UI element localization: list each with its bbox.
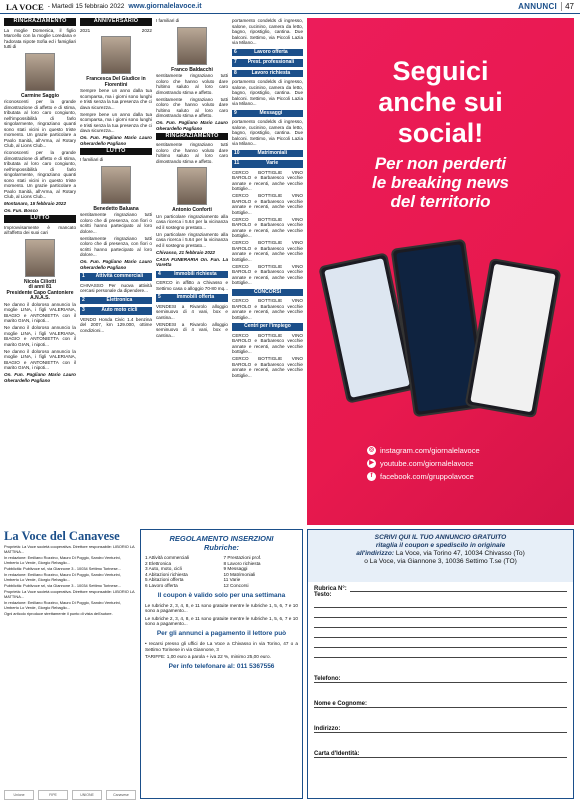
banner: LUTTO bbox=[80, 148, 152, 156]
issue-date: - Martedì 15 febbraio 2022 bbox=[47, 3, 125, 10]
testo-line[interactable] bbox=[314, 628, 567, 638]
masthead-text: In redazione: Emiliano Rozzino, Mauro Di Poggio, Sandro Venturini, Umberto Lo Verde, Giorgio Rebaglio... bbox=[4, 554, 121, 565]
category-header: 4 Immobili richiesta bbox=[156, 271, 228, 279]
obituary-column-2 bbox=[80, 18, 152, 526]
site-url[interactable]: www.giornalelavoce.it bbox=[128, 3, 202, 10]
agency: On. Fun. Pagliano Mario Lauro Gherardello Pagliano bbox=[80, 259, 152, 270]
banner: ANNIVERSARIO bbox=[80, 18, 152, 26]
testo-line[interactable] bbox=[314, 598, 567, 608]
ad-text: CERCO BOTTIGLIE VINO BAROLO e Barbaresco vecchie annate e recenti, anche vecchie bottiglie... bbox=[232, 169, 303, 191]
portrait-photo bbox=[101, 166, 131, 204]
ad-text: VENDESI a Rivarolo alloggio seminuovo di 4 vani, box e cantina... bbox=[156, 303, 228, 320]
page-header bbox=[0, 0, 580, 14]
facebook-link[interactable]: f facebook.com/gruppolavoce bbox=[367, 470, 480, 483]
ad-text: CERCO BOTTIGLIE VINO BAROLO e Barbaresco vecchie annate e recenti, anche vecchie bottiglie... bbox=[232, 298, 303, 320]
rubrica-field[interactable]: Rubrica N°: bbox=[314, 586, 567, 592]
masthead-text: Pubblicità: Publivoce srl, via Giannone 3 - 10034 Settimo Torinese... bbox=[4, 582, 121, 588]
ad-subheadline: Per non perderti le breaking news del territorio bbox=[372, 154, 509, 211]
body-text: Un particolare ringraziamento alla casa ricerca i 5.64 per la vicinanza ed il sostegno prestato... bbox=[156, 213, 228, 230]
ad-text: portamento condelds di ingresso, salone, cucinino, camera da letto, bagno, ripostiglio, cantina. Due balconi. Settimo, via Piccoli Lazia via Milano... bbox=[232, 18, 303, 45]
ad-text: CERCO BOTTIGLIE VINO BAROLO e Barbaresco vecchie annate e recenti, anche vecchie bottiglie... bbox=[232, 193, 303, 215]
partner-logo: UNIONE bbox=[72, 790, 102, 800]
ad-text: CERCO BOTTIGLIE VINO BAROLO e Barbaresco vecchie annate e recenti, anche vecchie bottiglie... bbox=[232, 216, 303, 238]
body-text: sentitamente ringraziano tutti coloro che hanno voluto dare l'ultimo saluto al loro caro dimostrando stima e affetto. bbox=[156, 73, 228, 95]
regulations-subtitle: Rubriche: bbox=[203, 543, 239, 552]
masthead-info bbox=[4, 529, 136, 799]
coupon-validity: Il coupon è valido solo per una settimana bbox=[157, 591, 286, 599]
intro-text: I familiari di bbox=[156, 18, 180, 23]
testo-label: Testo: bbox=[314, 592, 332, 598]
ad-headline: Seguici anche sui social! bbox=[378, 56, 503, 148]
deceased-role: Presidente Capo Cantoniere A.N.A.S. bbox=[6, 289, 74, 301]
portrait-photo bbox=[25, 53, 55, 91]
ad-text: CHIVASSO Per nuova attività cercasi personale da dipendere... bbox=[80, 282, 152, 293]
testo-line[interactable] bbox=[314, 648, 567, 658]
masthead-text: Ogni articolo riproduce strettamente il punto di vista dell'autore. bbox=[4, 610, 113, 616]
deceased-name: Antonio Conforti bbox=[172, 207, 212, 213]
agency: On. Fun. Pagliano Mario Lauro Gherardello Pagliano bbox=[80, 135, 152, 146]
classifieds-column bbox=[232, 18, 303, 526]
body-text: Ne danno il doloroso annuncio la moglie LINA, i figli VALERIANA, BIAGIO e ANTONIETTA con il marito GIAN, i nipoti... bbox=[4, 325, 76, 347]
deceased-name: Franco Baldacchi bbox=[171, 66, 213, 73]
deceased-name: Benedetto Baluana bbox=[93, 205, 139, 212]
body-text: Sempre bene un anno dalla tua scomparsa, ma i giorni sono lunghi e tristi senza la tua presenza che ci dava sicurezza... bbox=[80, 88, 152, 110]
obituary-column-1 bbox=[4, 18, 76, 526]
masthead-text: Proprietà: La Voce società cooperativa. Direttore responsabile: LIBORIO LA MATTINA... bbox=[4, 589, 135, 599]
regulation-text: Le rubriche 2, 3, 4, 8, e 11 sono gratuite mentre le rubriche 1, 5, 6, 7 e 10 sono a pagamento... bbox=[145, 615, 298, 627]
place-date: Montanaro, 15 febbraio 2022 bbox=[4, 201, 67, 206]
category-header: 9 Messaggi bbox=[232, 110, 303, 118]
testo-line[interactable] bbox=[314, 638, 567, 648]
ad-text: CERCO BOTTIGLIE VINO BAROLO e Barbaresco vecchie annate e recenti, anche vecchie bottiglie... bbox=[232, 332, 303, 354]
masthead-text: Proprietà: La Voce società cooperativa. Direttore responsabile: LIBORIO LA MATTINA... bbox=[4, 544, 135, 554]
paid-ads-heading: Per gli annunci a pagamento il lettore può bbox=[156, 629, 287, 637]
category-header: 2 Elettronica bbox=[80, 297, 152, 305]
instagram-link[interactable]: ◎ instagram.com/giornalelavoce bbox=[368, 446, 480, 455]
portrait-photo bbox=[25, 239, 55, 277]
testo-line[interactable] bbox=[314, 618, 567, 628]
ad-text: portamento condelds di ingresso, salone, cucinino, camera da letto, bagno, ripostiglio, cantina. Due balconi. Settimo, via Piccoli Lazia via Milano... bbox=[232, 79, 303, 106]
portrait-photo bbox=[177, 27, 207, 65]
masthead-text: In redazione: Emiliano Rozzino, Mauro Di Poggio, Sandro Venturini, Umberto Lo Verde, Giorgio Rebaglio... bbox=[4, 600, 121, 610]
indirizzo-field[interactable]: Indirizzo: bbox=[314, 711, 567, 733]
social-links bbox=[367, 444, 480, 483]
year-start: 2021 bbox=[80, 27, 91, 33]
intro-text: La moglie Domenica, il figlio Marcello con la moglie Loredana e l'adorata nipote Sofia ed i famigliari tutti di bbox=[4, 27, 76, 49]
intro-text: I familiari di bbox=[80, 157, 104, 162]
body-text: sentitamente ringraziano tutti coloro che di presenza, con fiori o scritti hanno partecipato al loro dolore... bbox=[80, 235, 152, 257]
partner-logos bbox=[4, 789, 136, 801]
body-text: Un particolare ringraziamento alla casa ricerca i 5.64 per la vicinanza ed il sostegno prestato... bbox=[156, 231, 228, 248]
facebook-icon: f bbox=[367, 472, 376, 481]
agency: On. Fun. Pagliano Mario Lauro Gherardello Pagliano bbox=[4, 372, 76, 383]
info-phone: Per info telefonare al: 011 5367556 bbox=[168, 662, 275, 670]
ad-text: CERCO BOTTIGLIE VINO BAROLO e Barbaresco vecchie annate e recenti, anche vecchie bottiglie... bbox=[232, 240, 303, 262]
body-text: Sempre bene un anno dalla tua scomparsa, ma i giorni sono lunghi e tristi senza la tua presenza che ci dava sicurezza... bbox=[80, 111, 152, 133]
masthead-text: In redazione: Emiliano Rozzino, Mauro Di Poggio, Sandro Venturini, Umberto Lo Verde, Giorgio Rebaglio... bbox=[4, 572, 121, 582]
regulation-text: TARIFFE: 1,00 euro a parola + iva 22 %, minimo 25,00 euro. bbox=[145, 654, 271, 660]
testo-line[interactable] bbox=[314, 608, 567, 618]
rubrics-list: 1 Attività commerciali 2 Elettronica 3 Auto, moto, cicli 4 Abitazioni richiesta 5 Abitazioni offerta 6 Lavoro offerta 7 Prestazioni prof. 8 Lavoro richiesta 9 Messaggi 10 Matrimoniali 11 Varie 12 Concorsi bbox=[145, 555, 262, 588]
instagram-icon: ◎ bbox=[368, 447, 375, 453]
phone-mockup bbox=[465, 258, 562, 418]
deceased-name: Nicola Ciliotti bbox=[24, 278, 56, 285]
masthead-text: Pubblicità: Publivoce srl, via Giannone 3 - 10034 Settimo Torinese... bbox=[4, 565, 121, 571]
category-header: Centri per l'impiego bbox=[232, 323, 303, 331]
ad-regulations-box bbox=[140, 529, 303, 799]
body-text: sentitamente ringraziano tutti coloro che hanno voluto dare l'ultimo saluto al loro caro dimostrando stima e affetto. bbox=[156, 96, 228, 118]
agency: CASA FUNERARIA On. Fun. La Varetta bbox=[156, 256, 228, 267]
ad-text: CERCO BOTTIGLIE VINO BAROLO e Barbaresco vecchie annate e recenti, anche vecchie bottiglie... bbox=[232, 356, 303, 378]
banner: LUTTO bbox=[4, 215, 76, 223]
year-end: 2022 bbox=[141, 27, 152, 33]
body-text: Ne danno il doloroso annuncio la moglie LINA, i figli VALERIANA, BIAGIO e ANTONIETTA con il marito GIAN, i nipoti... bbox=[4, 301, 76, 323]
category-header: 7 Prest. professionali bbox=[232, 59, 303, 67]
regulation-text: • recarsi presso gli uffici de La Voce a Chivasso in via Torino, 47 o a Settimo Torinese in via Giannone, 3 bbox=[145, 640, 298, 652]
partner-logo: Canavese bbox=[106, 790, 136, 800]
coupon-fields bbox=[308, 582, 573, 762]
body-text: sentitamente ringraziano tutti coloro che hanno voluto dare l'ultimo saluto al loro caro dimostrando stima e affetto. bbox=[156, 142, 228, 164]
regulations-title: REGOLAMENTO INSERZIONI bbox=[169, 534, 274, 543]
portrait-photo bbox=[101, 36, 131, 74]
deceased-name: Francesca Del Giudice in Fiorentini bbox=[86, 76, 146, 88]
coupon-header: SCRIVI QUI IL TUO ANNUNCIO GRATUITO ritaglia il coupon e spediscilo in originale all'indirizzo: La Voce, via Torino 47, 10034 Chivasso (To) o La Voce, via Giannone 3, 10036 Settimo T.se (TO) bbox=[308, 530, 573, 582]
masthead-title: La Voce del Canavese bbox=[4, 529, 120, 543]
category-header: 1 Attività commerciali bbox=[80, 273, 152, 281]
obituary-column-3 bbox=[156, 18, 228, 526]
ad-text: portamento condelds di ingresso, salone, cucinino, camera da letto, bagno, ripostiglio, cantina. Due balconi. Settimo, via Piccoli Lazia via Milano... bbox=[232, 119, 303, 146]
agency: On. Fun. Bosco bbox=[4, 208, 38, 213]
category-header: 10 Matrimoniali bbox=[232, 150, 303, 158]
telefono-field[interactable]: Telefono: bbox=[314, 661, 567, 683]
partner-logo: Unione bbox=[4, 790, 34, 800]
body-text: riconoscenti per la grande dimostrazione di affetto e di stima, tributata al loro caro congiunto, nell'impossibilità di farlo singolarmente, ringraziano quanti sono stati vicini in questo triste momento. Un grazie particolare a Paolo Sanità, all'Arma, al Rotary Club, al Lions Club... bbox=[4, 150, 76, 199]
body-text: Ne danno il doloroso annuncio la moglie LINA, i figli VALERIANA, BIAGIO e ANTONIETTA con il marito GIAN, i nipoti... bbox=[4, 348, 76, 370]
ad-coupon-form bbox=[307, 529, 574, 799]
years-row bbox=[80, 28, 152, 34]
body-text: riconoscenti per la grande dimostrazione di affetto e di stima, tributata al loro caro congiunto, nell'impossibilità di farlo singolarmente, ringraziano quanti sono stati vicini in questo triste momento. Un grazie particolare a Paolo Sanità, all'Arma, al Rotary Club, al Lions Club... bbox=[4, 99, 76, 148]
agency: On. Fun. Pagliano Mario Lauro Gherardello Pagliano bbox=[156, 120, 228, 131]
intro-text: Improvvisamente è mancato all'affetto dei suoi cari bbox=[4, 224, 76, 235]
carta-identita-field[interactable]: Carta d'Identità: bbox=[314, 736, 567, 758]
deceased-name: Carmine Saggio bbox=[20, 92, 60, 99]
social-media-ad bbox=[307, 18, 574, 525]
section-title: ANNUNCI bbox=[518, 2, 558, 11]
category-header: 3 Auto moto cicli bbox=[80, 307, 152, 315]
regulation-text: Le rubriche 2, 3, 4, 8, e 11 sono gratuite mentre le rubriche 1, 5, 6, 7 e 10 sono a pagamento... bbox=[145, 602, 298, 614]
body-text: sentitamente ringraziano tutti coloro che di presenza, con fiori o scritti hanno partecipato al loro dolore... bbox=[80, 212, 152, 234]
deceased-age: di anni 81 bbox=[28, 284, 52, 290]
portrait-photo bbox=[177, 167, 207, 205]
ad-text: CERCO BOTTIGLIE VINO BAROLO e Barbaresco vecchie annate e recenti, anche vecchie bottiglie... bbox=[232, 263, 303, 285]
category-header: CONCORSI bbox=[232, 289, 303, 297]
category-header: 5 Immobili offerta bbox=[156, 294, 228, 302]
nome-field[interactable]: Nome e Cognome: bbox=[314, 686, 567, 708]
page-number: 47 bbox=[561, 2, 574, 11]
paper-name: LA VOCE bbox=[6, 1, 44, 12]
youtube-link[interactable]: ▶ youtube.com/giornalelavoce bbox=[367, 457, 480, 470]
ad-text: CERCO in affitto a Chivasso e Settimo casa o alloggio 70-80 mq... bbox=[156, 280, 228, 291]
category-header: 11 Varie bbox=[232, 160, 303, 168]
partner-logo: FIPE bbox=[38, 790, 68, 800]
category-header: 6 Lavoro offerta bbox=[232, 49, 303, 57]
category-header: 8 Lavoro richiesta bbox=[232, 70, 303, 78]
banner: RINGRAZIAMENTO bbox=[4, 18, 76, 26]
youtube-icon: ▶ bbox=[367, 459, 376, 468]
banner: RINGRAZIAMENTO bbox=[156, 133, 228, 141]
ad-text: VENDO Honda Civic 1.4 benzina del 2007, km 129.000, ottime condizioni... bbox=[80, 316, 152, 333]
place-date: Chivasso, 21 febbraio 2022 bbox=[156, 249, 215, 255]
ad-text: VENDESI a Rivarolo alloggio seminuovo di 4 vani, box e cantina... bbox=[156, 321, 228, 338]
